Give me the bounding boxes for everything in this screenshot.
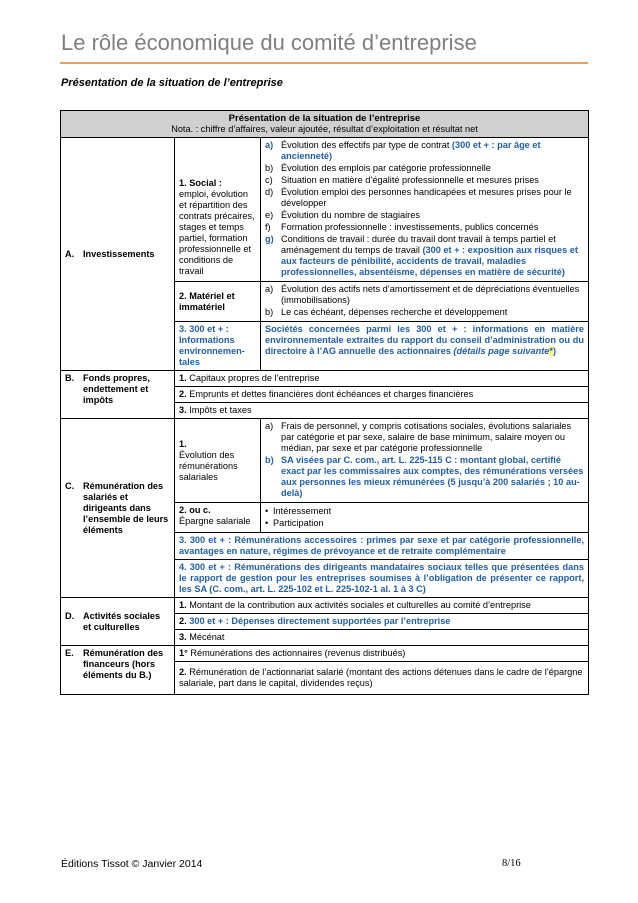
section-b-label: B. Fonds propres, endettement et impôts (61, 371, 175, 419)
epargne-items-cell (261, 503, 589, 533)
footer-publisher: Éditions Tissot © Janvier 2014 (61, 858, 203, 870)
list-item: a) Évolution des actifs nets d’amortissement et de dépréciations éventuelles (immobilisations) (265, 284, 580, 305)
situation-table (60, 110, 589, 695)
title-rule (60, 62, 588, 64)
list-item: b) SA visées par C. com., art. L. 225-115 C : montant global, certifié exact par les commissaires aux comptes, des rémunérations versées aux personnes les mieux rémunérées (5 jusqu’à 200 salariés ; 10 au-delà) (265, 455, 584, 498)
section-e-row: 2. Rémunération de l’actionnariat salarié (montant des actions détenues dans le cadre de l’épargne salariale, part dans le capital, dividendes reçus) (175, 662, 589, 695)
section-e-row: 1° Rémunérations des actionnaires (revenus distribués) (175, 646, 589, 662)
list-item: f) Formation professionnelle : investissements, publics concernés (265, 222, 539, 232)
materiel-label: 2. Matériel et immatériel (175, 282, 261, 322)
list-item: d) Évolution emploi des personnes handicapées et mesures prises pour le développer (265, 187, 572, 208)
list-item: c) Situation en matière d’égalité professionnelle et mesures prises (265, 175, 539, 185)
table-header-title: Présentation de la situation de l’entreprise (228, 113, 421, 124)
list-item: • Intéressement (265, 506, 332, 516)
list-item: a) Évolution des effectifs par type de contrat (300 et + : par âge et ancienneté) (265, 140, 541, 161)
section-c-row4: 4. 300 et + : Rémunérations des dirigeants mandataires sociaux telles que présentées dans le rapport de gestion pour les entreprises soumises à l’obligation de présenter ce rapport, les SA (C. com., art. L. 225-102 et L. 225-102-1 al. 1 à 3 C) (175, 560, 589, 598)
section-d-label: D. Activités sociales et culturelles (61, 598, 175, 646)
section-e-label: E. Rémunération des financeurs (hors éléments du B.) (61, 646, 175, 695)
list-item: g) Conditions de travail : durée du travail dont travail à temps partiel et aménagement du temps de travail (300 et + : exposition aux risques et aux facteurs de pénibilité, accidents de travail, maladies professionnelles, absentéisme, dépenses en matière de sécurité) (265, 234, 578, 277)
epargne-label-cell: 2. ou c. Épargne salariale (175, 503, 261, 533)
list-item: b) Évolution des emplois par catégorie professionnelle (265, 163, 491, 173)
list-item: b) Le cas échéant, dépenses recherche et développement (265, 307, 508, 317)
list-item: e) Évolution du nombre de stagiaires (265, 210, 420, 220)
evolution-label-cell: 1. Évolution des rémunérations salariales (175, 419, 261, 503)
footer-page-number: 8/16 (502, 858, 521, 869)
social-items-cell (261, 138, 589, 282)
evolution-items-cell (261, 419, 589, 503)
list-item: • Participation (265, 518, 324, 528)
list-item: a) Frais de personnel, y compris cotisations sociales, évolutions salariales par catégorie et par sexe, salaire de base minimum, salaire moyen ou médian, par sexe et par catégorie professionnelle (265, 421, 572, 453)
env-text: Sociétés concernées parmi les 300 et + : informations en matière environnementale extraites du rapport du conseil d’administration ou du directoire à l’AG annuelle des actionnaires (détails page suivante*) (261, 322, 589, 371)
materiel-items-cell (261, 282, 589, 322)
section-c-row3: 3. 300 et + : Rémunérations accessoires : primes par sexe et par catégorie professionnelle, avantages en nature, régimes de prévoyance et de retraite complémentaire (175, 533, 589, 560)
env-label: 3. 300 et + : Informations environnemen-tales (175, 322, 261, 371)
social-list (265, 140, 584, 278)
section-c-label: C. Rémunération des salariés et dirigeants dans l’ensemble de leurs éléments (61, 419, 175, 598)
section-d-row: 1. Montant de la contribution aux activités sociales et culturelles au comité d’entreprise (175, 598, 589, 614)
section-b-row: 2. Emprunts et dettes financières dont échéances et charges financières (175, 387, 589, 403)
section-b-row: 1. Capitaux propres de l’entreprise (175, 371, 589, 387)
section-d-row: 2. 300 et + : Dépenses directement supportées par l’entreprise (175, 614, 589, 630)
section-d-row: 3. Mécénat (175, 630, 589, 646)
section-b-row: 3. Impôts et taxes (175, 403, 589, 419)
section-a-label: A. Investissements (61, 138, 175, 371)
social-label-cell: 1. Social : emploi, évolution et répartition des contrats précaires, stages et temps partiel, formation professionnelle et conditions de travail (175, 138, 261, 282)
table-header-note: Nota. : chiffre d’affaires, valeur ajoutée, résultat d’exploitation et résultat net (171, 124, 478, 134)
page-title: Le rôle économique du comité d’entreprise (61, 30, 477, 55)
page-subtitle: Présentation de la situation de l’entreprise (61, 77, 283, 89)
table-header (61, 111, 589, 138)
